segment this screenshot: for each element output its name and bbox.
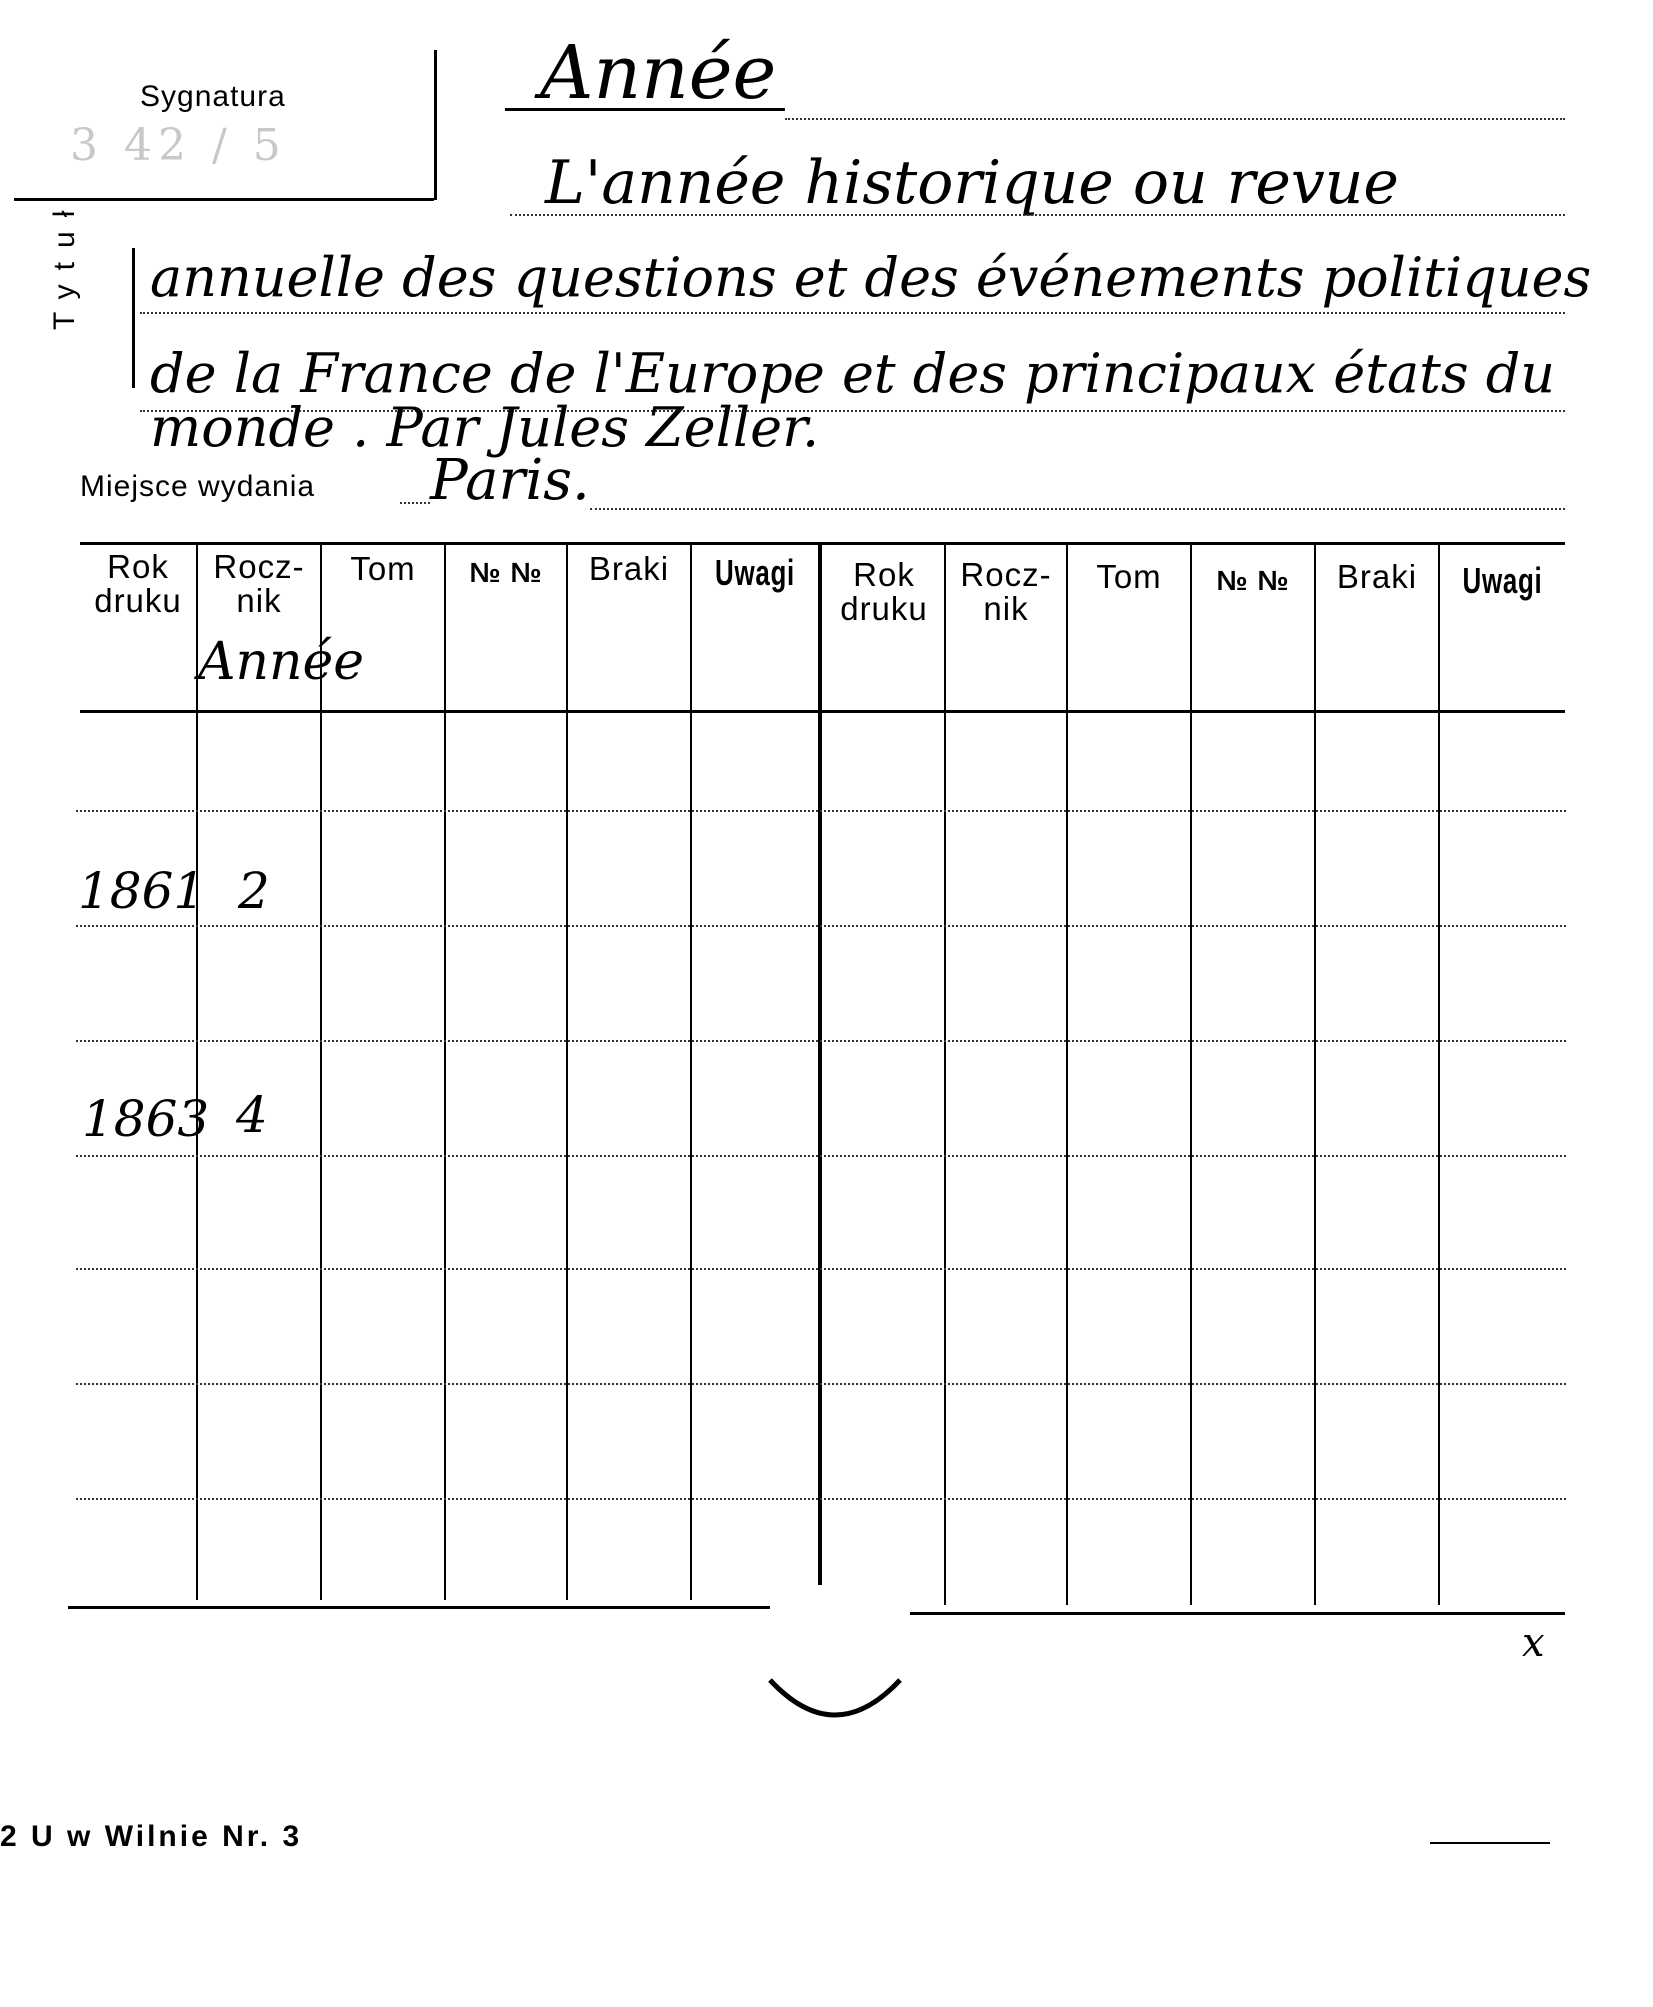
col-rule [566, 545, 568, 1600]
table-top-rule [80, 542, 1565, 545]
table-bottom-rule-right [910, 1612, 1565, 1615]
col-header-uwagi: Uwagi [715, 552, 795, 593]
title-line-3: de la France de l'Europe et des principaux états du [150, 342, 1556, 405]
col-header-uwagi-right: Uwagi [1462, 560, 1543, 601]
place-value: Paris. [430, 448, 590, 513]
col-header-rocznik-right: Rocz- nik [960, 556, 1052, 627]
row-rule [76, 1498, 1566, 1500]
col-header-numery: № № [469, 557, 543, 588]
header-word-underline [505, 108, 785, 111]
col-rule [1438, 545, 1440, 1605]
title-line-2-rule [140, 312, 1565, 314]
col-header-tom-right: Tom [1096, 558, 1162, 595]
footer-imprint: 2 U w Wilnie Nr. 3 [0, 1820, 303, 1853]
table-header-rule [80, 710, 1565, 713]
signature-value: 3 42 / 5 [70, 120, 287, 171]
col-rule [1314, 545, 1316, 1605]
col-rule [690, 545, 692, 1600]
col-header-rocznik: Rocz- nik [213, 548, 305, 619]
row-rule [76, 1268, 1566, 1270]
table-center-divider [818, 545, 822, 1585]
table-row-rok: 1861 [78, 862, 206, 920]
col-rule [1190, 545, 1192, 1605]
col-rule [1066, 545, 1068, 1605]
place-rule [590, 508, 1565, 510]
row-rule [76, 1155, 1566, 1157]
col-header-rok-druku-right: Rok druku [840, 556, 928, 627]
row-rule [76, 1383, 1566, 1385]
table-row-rok: 1863 [82, 1090, 210, 1148]
title-line-2: annuelle des questions et des événements politiques [150, 246, 1592, 309]
signature-label: Sygnatura [140, 80, 286, 113]
footer-rule [1430, 1842, 1550, 1844]
header-dotted-rule [785, 118, 1565, 120]
place-rule-lead [400, 502, 430, 504]
col-rule [944, 545, 946, 1605]
col-rule [320, 545, 322, 1600]
col-header-numery-right: № № [1216, 565, 1290, 596]
title-label: Tytuł [48, 196, 81, 330]
signature-box-right-rule [434, 50, 437, 200]
punch-hole-arc [760, 1660, 910, 1740]
row-rule [76, 810, 1566, 812]
col-header-braki: Braki [588, 550, 670, 587]
title-line-1: L'année historique ou revue [545, 148, 1399, 218]
table-row-rocznik: 2 [238, 862, 270, 920]
header-word: Année [540, 30, 777, 116]
rocznik-note: Année [198, 632, 365, 692]
col-header-tom: Tom [350, 550, 416, 587]
table-bottom-rule-left [68, 1606, 770, 1609]
col-header-rok-druku: Rok druku [94, 548, 182, 619]
title-bracket [132, 248, 135, 388]
table-row-rocznik: 4 [236, 1086, 268, 1144]
row-rule [76, 1040, 1566, 1042]
col-rule [444, 545, 446, 1600]
place-label: Miejsce wydania [80, 470, 316, 503]
col-header-braki-right: Braki [1336, 558, 1418, 595]
corner-mark: x [1522, 1620, 1545, 1666]
row-rule [76, 925, 1566, 927]
title-line-4: monde . Par Jules Zeller. [150, 396, 820, 459]
title-line-1-rule [510, 214, 1565, 216]
col-rule [196, 545, 198, 1600]
